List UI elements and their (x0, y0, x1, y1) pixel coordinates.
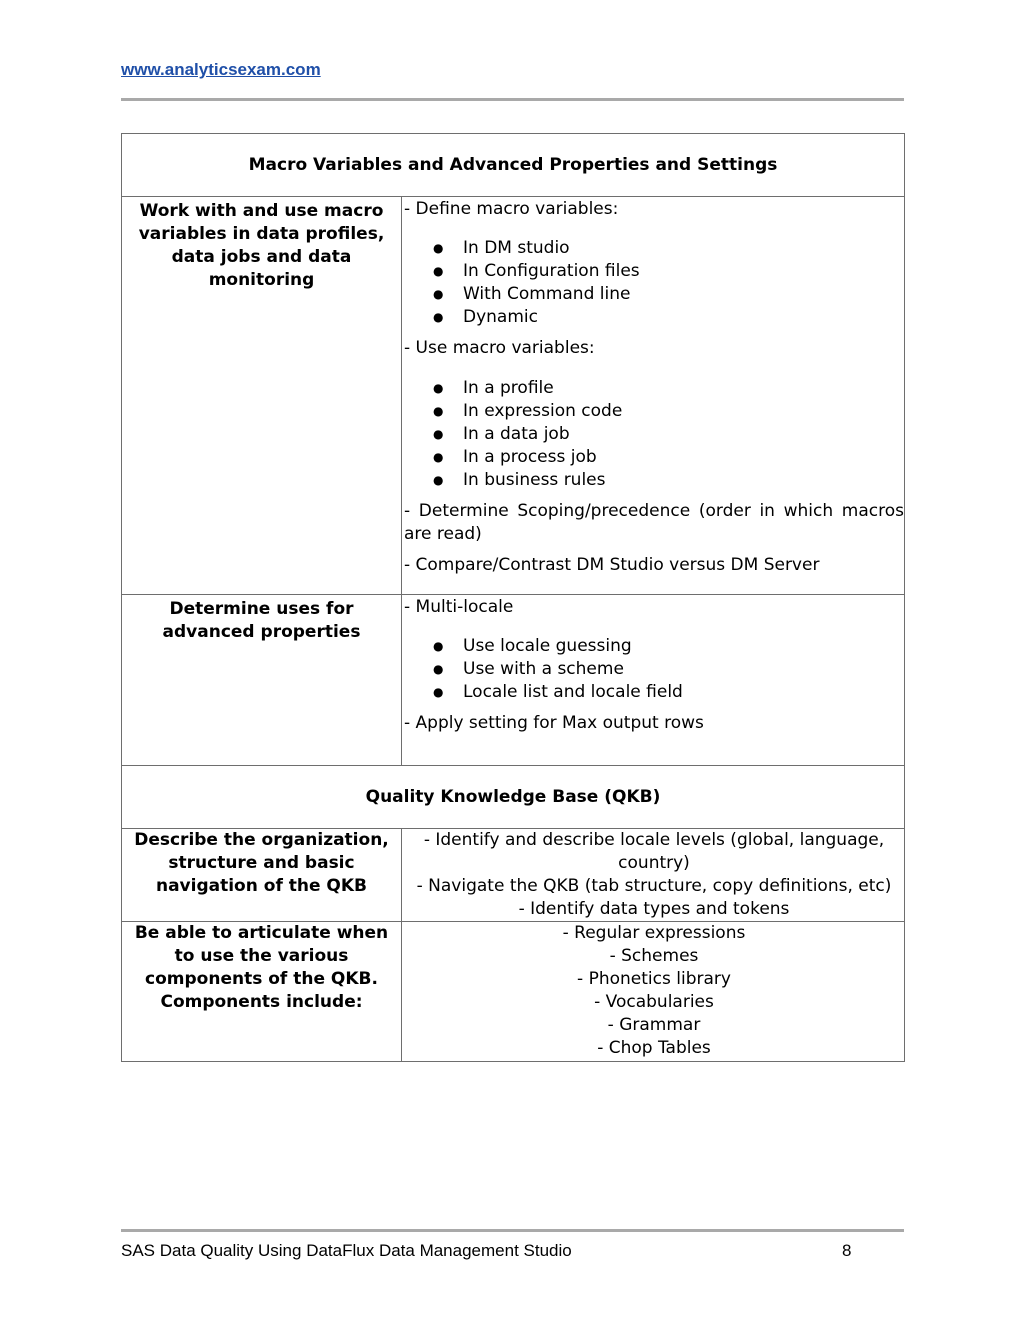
list-item: ● Dynamic (433, 307, 538, 327)
list-item: ● Use locale guessing (433, 636, 632, 656)
topic-details (402, 595, 905, 766)
detail-line: - Identify and describe locale levels (global, language, country) (423, 830, 885, 873)
use-list (404, 377, 904, 492)
section-title-qkb: Quality Knowledge Base (QKB) (122, 766, 905, 829)
section-header-row (122, 134, 905, 197)
topic-label-text: Determine uses for advanced properties (162, 599, 361, 642)
detail-line: - Vocabularies (594, 992, 714, 1012)
detail-line: - Navigate the QKB (tab structure, copy definitions, etc) (416, 876, 892, 896)
topic-details (402, 197, 905, 595)
table-row (122, 197, 905, 595)
bullet-icon: ● (433, 450, 444, 464)
topic-details (402, 922, 905, 1062)
list-item: ● In business rules (433, 470, 606, 490)
bullet-icon: ● (433, 404, 444, 418)
bullet-icon: ● (433, 241, 444, 255)
list-item: ● In a process job (433, 447, 597, 467)
bullet-icon: ● (433, 639, 444, 653)
define-list (404, 237, 904, 329)
detail-line: - Grammar (607, 1015, 701, 1035)
site-link[interactable]: www.analyticsexam.com (121, 60, 321, 79)
topic-label (122, 595, 402, 766)
exam-topics-table (121, 133, 905, 1062)
compare-text: - Compare/Contrast DM Studio versus DM Server (404, 555, 820, 575)
define-intro: - Define macro variables: (404, 199, 619, 219)
list-item: ● Locale list and locale field (433, 682, 683, 702)
topic-label (122, 197, 402, 595)
page-number: 8 (842, 1241, 852, 1260)
list-item: ● In Configuration files (433, 261, 640, 281)
use-intro: - Use macro variables: (404, 338, 595, 358)
detail-line: - Identify data types and tokens (518, 899, 790, 919)
scoping-text: - Determine Scoping/precedence (order in which macros are read) (404, 501, 904, 544)
footer-divider (121, 1229, 904, 1232)
topic-label-text: Be able to articulate when to use the various components of the QKB. Components include: (134, 923, 389, 1012)
bullet-icon: ● (433, 287, 444, 301)
list-item: ● In a data job (433, 424, 570, 444)
topic-label-text: Describe the organization, structure and basic navigation of the QKB (134, 830, 389, 896)
topic-details (402, 829, 905, 922)
bullet-icon: ● (433, 662, 444, 676)
bullet-icon: ● (433, 473, 444, 487)
topic-label (122, 829, 402, 922)
section-header-row (122, 766, 905, 829)
bullet-icon: ● (433, 310, 444, 324)
table-row (122, 829, 905, 922)
bullet-icon: ● (433, 381, 444, 395)
detail-line: - Chop Tables (597, 1038, 711, 1058)
list-item: ● In a profile (433, 378, 554, 398)
detail-line: - Phonetics library (577, 969, 731, 989)
list-item: ● In DM studio (433, 238, 570, 258)
max-rows-text: - Apply setting for Max output rows (404, 713, 704, 733)
bullet-icon: ● (433, 427, 444, 441)
detail-line: - Schemes (609, 946, 699, 966)
list-item: ● Use with a scheme (433, 659, 624, 679)
detail-line: - Regular expressions (562, 923, 746, 943)
header-divider (121, 98, 904, 101)
list-item: ● In expression code (433, 401, 623, 421)
table-row (122, 922, 905, 1062)
footer-title: SAS Data Quality Using DataFlux Data Management Studio (121, 1241, 572, 1260)
list-item: ● With Command line (433, 284, 631, 304)
bullet-icon: ● (433, 264, 444, 278)
topic-label (122, 922, 402, 1062)
multi-locale-list (404, 635, 904, 704)
topic-label-text: Work with and use macro variables in data profiles, data jobs and data monitoring (138, 201, 385, 290)
multi-locale-intro: - Multi-locale (404, 597, 514, 617)
section-title-macro: Macro Variables and Advanced Properties and Settings (122, 134, 905, 197)
bullet-icon: ● (433, 685, 444, 699)
table-row (122, 595, 905, 766)
